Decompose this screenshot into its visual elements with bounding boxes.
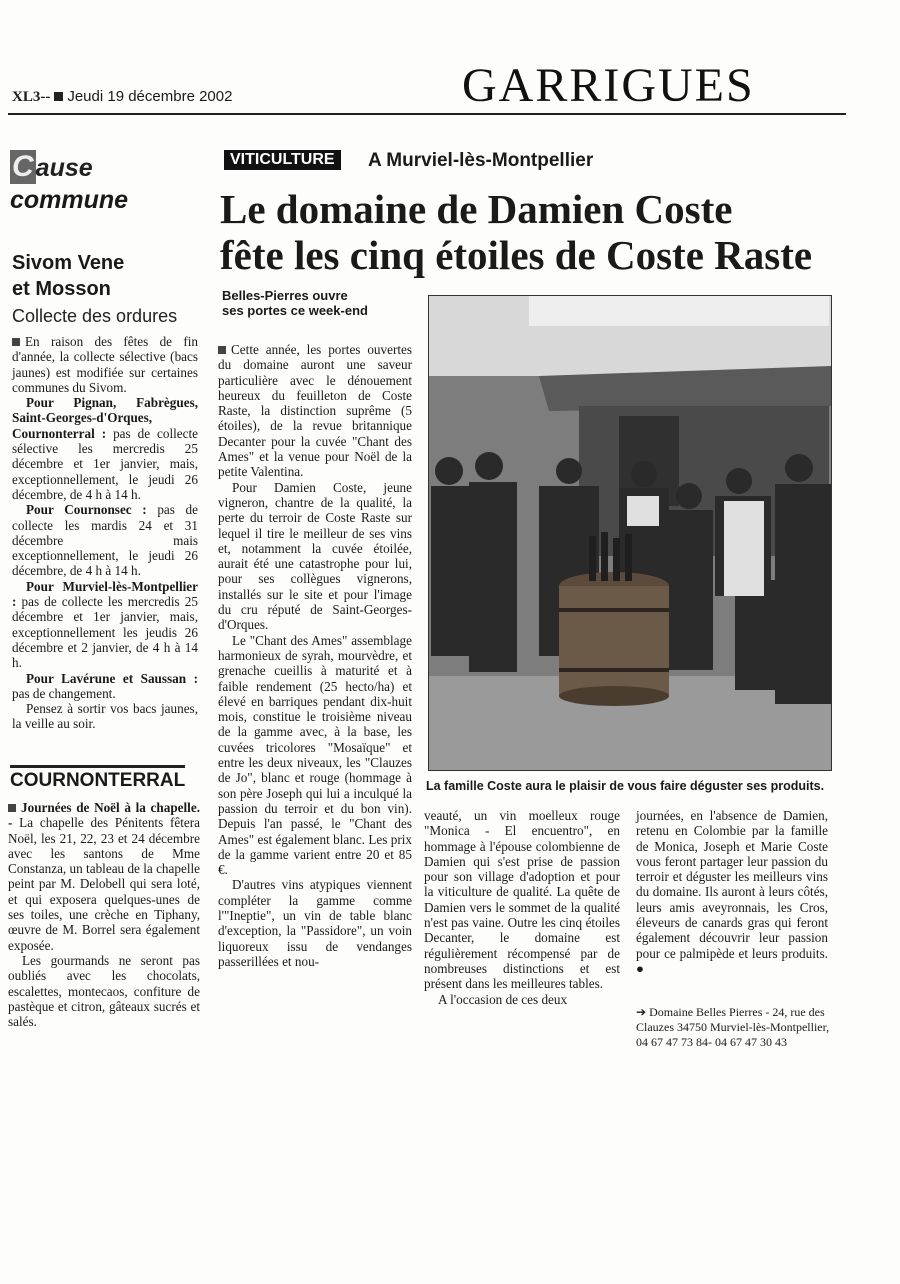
- paragraph: Le "Chant des Ames" assemblage harmonieux de syrah, mourvèdre, et grenache cueillis à maturité et à faible rendement (25 hecto/ha) et élevé en barriques pendant dix-huit mois, constitue le troisième niveau de la gamme avec, à la base, les cuvées tricolores "Mosaïque" et entre les deux niveaux, les "Clauzes de Jo", blanc et rouge (hommage à son père Joseph qui lui a inculqué la passion du terroir et du bon vin). Depuis l'an passé, le "Chant des Ames" est également blanc. Les prix de la gamme varient entre 20 et 85 €.: [218, 632, 412, 878]
- paragraph-lead: Pour Pignan, Fabrègues, Saint-Georges-d'Orques, Cournonterral :: [12, 395, 198, 441]
- headline-line2: fête les cinq étoiles de Coste Raste: [220, 232, 813, 278]
- paragraph: Pour Damien Coste, jeune vigneron, chantre de la qualité, la perte du terroir de Coste Raste sur lequel il tire le meilleur de ses vins et, notamment la cuvée étoilée, aurait été une catastrophe pour lui, pour ses collègues vignerons, installés sur le site et pour l'image du cru réputé de Saint-Georges-d'Orques.: [218, 479, 412, 633]
- article-column-1: [218, 342, 412, 969]
- page-header-left: [12, 88, 232, 106]
- square-bullet-icon: [12, 338, 20, 346]
- paragraph: pas de collecte sélective les mercredis 25 décembre et 1er janvier, mais, exceptionnellement, le jeudi 26 décembre, de 4 h à 14 h.: [12, 425, 199, 502]
- paragraph-lead: Pour Murviel-lès-Montpellier :: [12, 578, 198, 610]
- left-article-body: [12, 334, 198, 732]
- left-article-subtitle: Collecte des ordures: [12, 306, 178, 326]
- paragraph: Cette année, les portes ouvertes du domaine auront une saveur particulière avec le dénouement heureux du feuilleton de Coste Raste, la distinction suprême (5 étoiles), de la revue britannique Decanter pour la cuvée "Chant des Ames" et la venue pour Noël de la petite Valentina.: [218, 342, 412, 480]
- paragraph: journées, en l'absence de Damien, retenu en Colombie par la famille de Monica, Joseph et Marie Coste vous feront partager leur passion du terroir et déguster les meilleurs vins du domaine. Ils auront à leurs côtés, leurs amis aveyronnais, les Cros, éleveurs de canards gras qui feront également découvrir leur passion pour ce palmipède et leurs produits.: [636, 808, 828, 961]
- cournonterral-body: [8, 800, 200, 1029]
- rubric-line2: commune: [10, 186, 129, 214]
- square-bullet-icon: [54, 92, 63, 101]
- rubric-initial: C: [12, 150, 34, 183]
- contact-text: Domaine Belles Pierres - 24, rue des Clauzes 34750 Murviel-lès-Montpellier, 04 67 47 73 84- 04 67 47 30 43: [636, 1005, 830, 1049]
- paragraph: Les gourmands ne seront pas oubliés avec les chocolats, escalettes, montecaos, confiture de pastèque et citron, gâteaux sucrés et salés.: [8, 952, 200, 1030]
- headline-line1: Le domaine de Damien Coste: [220, 186, 733, 232]
- rubric-cause-commune: [10, 150, 128, 215]
- page-code: XL3--: [12, 89, 51, 105]
- paragraph: pas de collecte les mercredis 25 décembre et 1er janvier, mais, exceptionnellement les jeudis 26 décembre et 2 janvier, de 4 h à 14 h.: [12, 594, 198, 671]
- paragraph-lead: Pour Lavérune et Saussan :: [26, 670, 198, 686]
- end-mark-icon: ●: [636, 960, 644, 976]
- left-article-title: [12, 250, 124, 302]
- subhead: [222, 288, 368, 318]
- photo-caption: La famille Coste aura le plaisir de vous faire déguster ses produits.: [426, 779, 825, 793]
- paragraph: pas de collecte les mardis 24 et 31 décembre mais exceptionnellement, le jeudi 26 décembre, de 4 h à 14 h.: [12, 502, 198, 579]
- rubric-rest: ause: [35, 154, 93, 182]
- headline: [220, 186, 850, 278]
- article-column-2: [424, 808, 620, 1007]
- square-bullet-icon: [8, 804, 16, 812]
- kicker-place: A Murviel-lès-Montpellier: [368, 150, 594, 171]
- paragraph: D'autres vins atypiques viennent compléter la gamme comme l'"Ineptie", un vin de table blanc d'exception, la "Passidore", un voin liquoreux issu de vendanges passerillées et nou-: [218, 877, 412, 969]
- section-masthead: GARRIGUES: [462, 59, 755, 112]
- paragraph: Pensez à sortir vos bacs jaunes, la veille au soir.: [12, 701, 198, 732]
- cournonterral-title: COURNONTERRAL: [10, 765, 185, 792]
- subhead-line2: ses portes ce week-end: [222, 303, 368, 318]
- family-photo: [428, 295, 832, 771]
- family-photo-image: [429, 296, 831, 770]
- kicker-rubric: VITICULTURE: [224, 150, 341, 170]
- arrow-right-icon: ➔: [636, 1005, 647, 1019]
- paragraph: A l'occasion de ces deux: [438, 991, 568, 1007]
- paragraph: pas de changement.: [12, 685, 116, 701]
- paragraph: La chapelle des Pénitents fêtera Noël, les 21, 22, 23 et 24 décembre avec les santons de Mme Constanza, un tableau de la chapelle peint par M. Delobell qui sera loté, et qui exposera quelques-unes de ses toiles, une crèche en Tiphany, œuvre de M. Borrel sera également exposée.: [8, 815, 200, 953]
- left-title-line2: et Mosson: [12, 278, 111, 300]
- subhead-line1: Belles-Pierres ouvre: [222, 288, 348, 303]
- paragraph-lead: Journées de Noël à la chapelle. -: [8, 800, 200, 831]
- paragraph: En raison des fêtes de fin d'année, la collecte sélective (bacs jaunes) est modifiée sur certaines communes du Sivom.: [12, 334, 198, 395]
- article-column-3: [636, 808, 828, 976]
- header-rule: [8, 113, 846, 115]
- paragraph-lead: Pour Cournonsec :: [26, 502, 147, 518]
- contact-info: [636, 1005, 836, 1050]
- square-bullet-icon: [218, 346, 226, 354]
- paragraph: veauté, un vin moelleux rouge "Monica - El encuentro", en hommage à l'épouse colombienne de Damien qui s'est prise de passion pour son village d'adoption et pour la viticulture de qualité. La quête de Damien vers le sommet de la qualité n'est pas vaine. Outre les cinq étoiles Decanter, le domaine est régulièrement récompensé par de nombreuses distinctions et est présent dans les meilleures tables.: [424, 808, 620, 992]
- left-title-line1: Sivom Vene: [12, 252, 125, 274]
- issue-date: Jeudi 19 décembre 2002: [67, 88, 233, 105]
